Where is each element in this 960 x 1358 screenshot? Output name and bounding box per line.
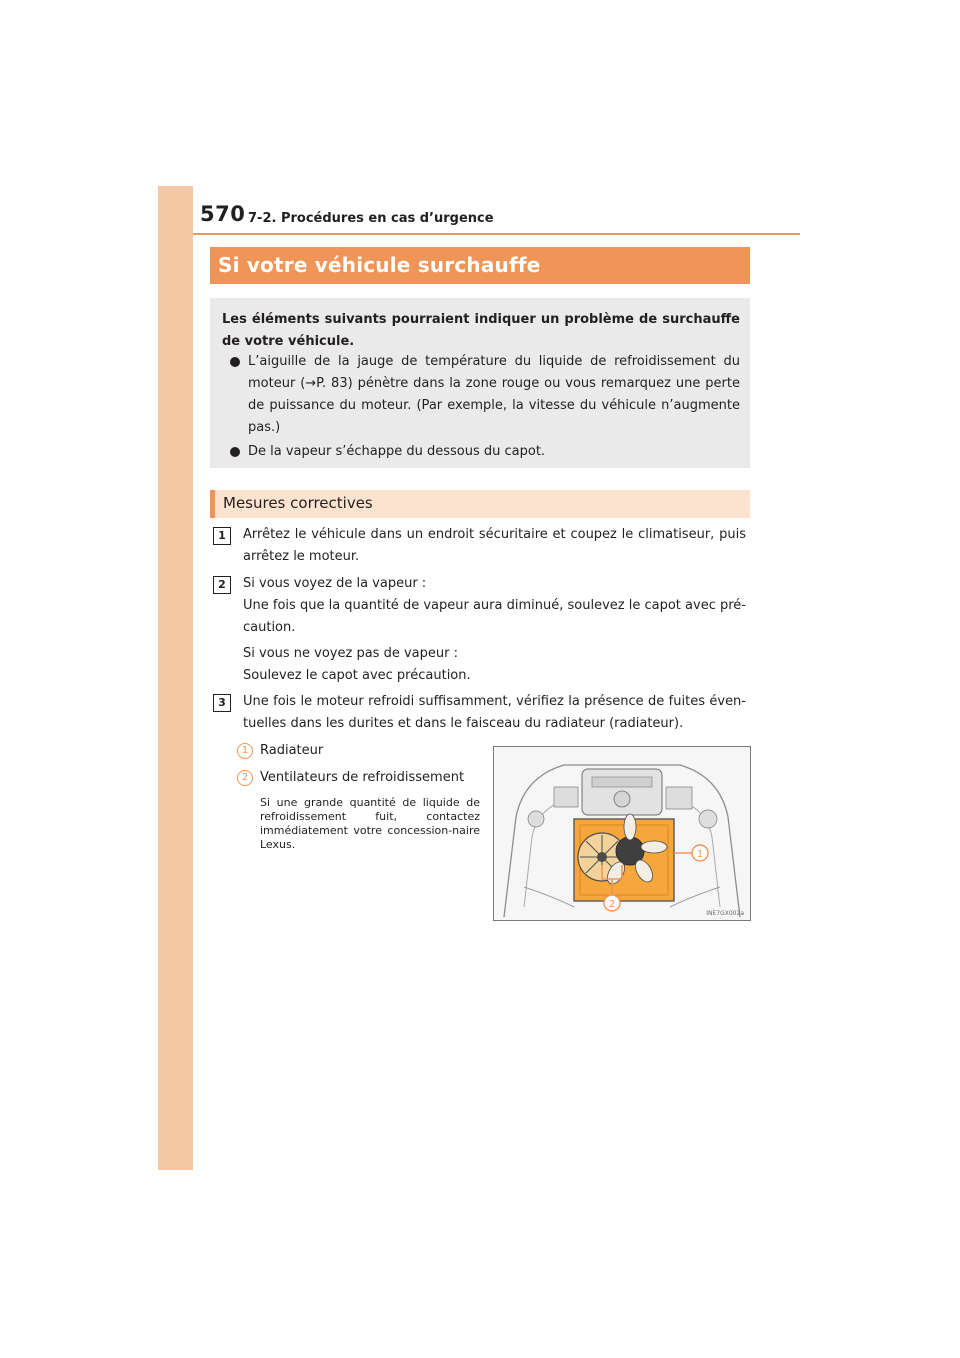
subsection-header bbox=[210, 490, 750, 518]
section-header: 7-2. Procédures en cas d’urgence bbox=[248, 211, 494, 226]
intro-box bbox=[210, 298, 750, 468]
step-line: Arrêtez le véhicule dans un endroit sécuritaire et coupez le climatiseur, puis arrêtez le moteur. bbox=[243, 527, 746, 564]
engine-illustration bbox=[493, 746, 751, 921]
step-text bbox=[243, 524, 746, 568]
item-number-1: 1 bbox=[237, 743, 253, 759]
callout-fans: 2 bbox=[608, 899, 616, 910]
step-line: Si vous ne voyez pas de vapeur : bbox=[243, 646, 458, 661]
step-number-badge: 2 bbox=[213, 576, 231, 594]
item-number-2: 2 bbox=[237, 770, 253, 786]
page-title: Si votre véhicule surchauffe bbox=[218, 253, 541, 277]
intro-text: Les éléments suivants pourraient indiquer un problème de surchauffe de votre véhicule. bbox=[222, 312, 740, 349]
bullet-icon bbox=[230, 357, 240, 367]
step-line: Soulevez le capot avec précaution. bbox=[243, 668, 471, 683]
chapter-sidebar bbox=[158, 186, 193, 1170]
header-divider bbox=[193, 233, 800, 235]
step-number-badge: 1 bbox=[213, 527, 231, 545]
bullet-icon bbox=[230, 447, 240, 457]
intro-bullet-text: L’aiguille de la jauge de température du liquide de refroidissement du moteur (→P. 83) pénètre dans la zone rouge ou vous remarquez une perte de puissance du moteur. (Par exemple, la vitesse du véhicule n’augmente pas.) bbox=[248, 354, 740, 435]
engine-bay-illustration bbox=[494, 747, 750, 920]
page-number: 570 bbox=[200, 202, 246, 226]
intro-bullet-text: De la vapeur s’échappe du dessous du capot. bbox=[248, 444, 546, 459]
callout-radiator: 1 bbox=[696, 849, 704, 860]
step-line: Si vous voyez de la vapeur : bbox=[243, 576, 427, 591]
subsection-accent bbox=[210, 490, 215, 518]
step-line: Une fois le moteur refroidi suffisamment, vérifiez la présence de fuites éven-tuelles dans les durites et dans le faisceau du radiateur (radiateur). bbox=[243, 694, 746, 731]
subsection-title: Mesures correctives bbox=[223, 494, 373, 512]
step-number-badge: 3 bbox=[213, 694, 231, 712]
leak-note: Si une grande quantité de liquide de refroidissement fuit, contactez immédiatement votre concession-naire Lexus. bbox=[260, 796, 480, 851]
intro-bullet bbox=[230, 441, 740, 463]
item-label-radiator: Radiateur bbox=[260, 743, 324, 758]
item-label-cooling-fans: Ventilateurs de refroidissement bbox=[260, 770, 465, 785]
step-text bbox=[243, 573, 746, 687]
step-line: Une fois que la quantité de vapeur aura diminué, soulevez le capot avec pré-caution. bbox=[243, 598, 746, 635]
page-title-bar bbox=[210, 247, 750, 284]
intro-bullet bbox=[230, 351, 740, 439]
illustration-code: INE7GX002a bbox=[706, 910, 744, 917]
step-text bbox=[243, 691, 746, 735]
